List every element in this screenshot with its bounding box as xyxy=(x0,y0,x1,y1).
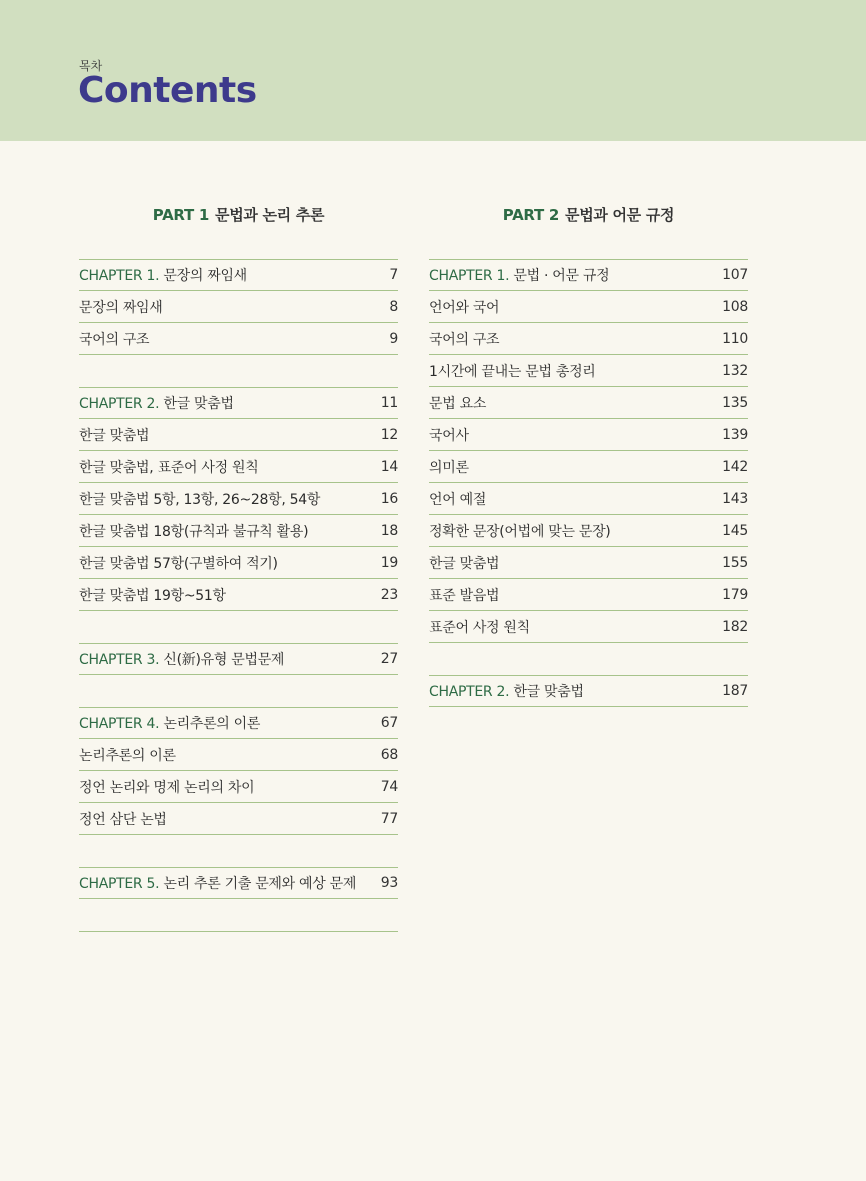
toc-entry-row[interactable] xyxy=(79,483,398,515)
toc-entry-row[interactable] xyxy=(429,387,748,419)
toc-title: 표준 발음법 xyxy=(429,587,500,604)
part1-number: PART 1 xyxy=(152,206,209,224)
toc-chapter-row[interactable] xyxy=(79,707,398,739)
toc-page-number: 7 xyxy=(389,267,398,283)
toc-page-number: 12 xyxy=(380,426,398,443)
toc-page-number: 19 xyxy=(380,554,398,571)
toc-entry-row[interactable] xyxy=(79,419,398,451)
toc-page-number: 23 xyxy=(380,586,398,603)
toc-entry-row[interactable] xyxy=(79,291,398,323)
toc-title: 정언 논리와 명제 논리의 차이 xyxy=(79,779,255,796)
toc-entry-label xyxy=(79,457,258,477)
toc-page-number: 74 xyxy=(380,778,398,795)
toc-entry-label xyxy=(429,297,499,317)
toc-entry-label xyxy=(79,585,226,605)
part2-heading xyxy=(429,204,748,225)
chapter-number: CHAPTER 5. xyxy=(79,876,164,892)
toc-entry-label xyxy=(79,265,247,285)
toc-title: 국어의 구조 xyxy=(429,331,500,348)
toc-title: 한글 맞춤법 xyxy=(513,684,584,700)
toc-title: 1시간에 끝내는 문법 총정리 xyxy=(429,363,596,380)
toc-entry-label xyxy=(429,265,609,285)
part2-title: 문법과 어문 규정 xyxy=(565,206,675,224)
part1-title: 문법과 논리 추론 xyxy=(215,206,325,224)
toc-page-number: 11 xyxy=(380,395,398,411)
chapter-number: CHAPTER 1. xyxy=(79,268,164,284)
toc-entry-row[interactable] xyxy=(429,483,748,515)
toc-chapter-row[interactable] xyxy=(79,643,398,675)
toc-chapter-row[interactable] xyxy=(79,387,398,419)
toc-entry-row[interactable] xyxy=(429,355,748,387)
toc-entry-label xyxy=(429,553,499,573)
section-end-rule xyxy=(79,931,398,932)
toc-entry-label xyxy=(429,585,499,605)
toc-entry-label xyxy=(79,393,234,413)
toc-entry-label xyxy=(429,617,530,637)
toc-title: 한글 맞춤법 19항~51항 xyxy=(79,587,226,604)
toc-title: 정언 삼단 논법 xyxy=(79,811,167,828)
toc-chapter-row[interactable] xyxy=(429,675,748,707)
chapter-number: CHAPTER 2. xyxy=(429,684,514,700)
toc-title: 한글 맞춤법 xyxy=(79,427,150,444)
toc-page-number: 107 xyxy=(722,267,748,283)
toc-page-number: 93 xyxy=(380,875,398,891)
toc-page-number: 110 xyxy=(722,330,748,347)
toc-entry-label xyxy=(79,329,149,349)
toc-page-number: 182 xyxy=(722,618,748,635)
toc-entry-label xyxy=(79,809,167,829)
chapter-number: CHAPTER 4. xyxy=(79,716,164,732)
toc-chapter-row[interactable] xyxy=(429,259,748,291)
toc-title: 국어의 구조 xyxy=(79,331,150,348)
toc-page-number: 155 xyxy=(722,554,748,571)
toc-page-number: 139 xyxy=(722,426,748,443)
toc-entry-label xyxy=(429,489,486,509)
toc-title: 문법 · 어문 규정 xyxy=(513,268,610,284)
toc-entry-row[interactable] xyxy=(79,739,398,771)
toc-page-number: 179 xyxy=(722,586,748,603)
toc-title: 신(新)유형 문법문제 xyxy=(163,652,285,668)
page-title: Contents xyxy=(78,70,257,111)
toc-title: 문법 요소 xyxy=(429,395,487,412)
toc-entry-label xyxy=(429,329,499,349)
toc-title: 국어사 xyxy=(429,427,469,444)
toc-page-number: 9 xyxy=(389,330,398,347)
chapter-number: CHAPTER 3. xyxy=(79,652,164,668)
toc-page-number: 77 xyxy=(380,810,398,827)
toc-page-number: 108 xyxy=(722,298,748,315)
toc-chapter-row[interactable] xyxy=(79,867,398,899)
toc-chapter-row[interactable] xyxy=(79,259,398,291)
toc-entry-label xyxy=(79,297,163,317)
toc-page-number: 135 xyxy=(722,394,748,411)
toc-page-number: 142 xyxy=(722,458,748,475)
toc-title: 문장의 짜임새 xyxy=(79,299,163,316)
chapter-number: CHAPTER 2. xyxy=(79,396,164,412)
toc-title: 논리 추론 기출 문제와 예상 문제 xyxy=(163,876,357,892)
toc-page-number: 18 xyxy=(380,522,398,539)
toc-entry-label xyxy=(429,457,469,477)
toc-entry-row[interactable] xyxy=(79,515,398,547)
toc-title: 문장의 짜임새 xyxy=(163,268,247,284)
toc-entry-label xyxy=(429,393,486,413)
toc-page-number: 27 xyxy=(380,651,398,667)
toc-entry-row[interactable] xyxy=(429,323,748,355)
chapter-number: CHAPTER 1. xyxy=(429,268,514,284)
toc-entry-label xyxy=(79,713,260,733)
toc-entry-label xyxy=(429,425,469,445)
toc-entry-row[interactable] xyxy=(429,419,748,451)
toc-title: 논리추론의 이론 xyxy=(163,716,261,732)
part2-number: PART 2 xyxy=(502,206,559,224)
toc-entry-label xyxy=(79,745,176,765)
toc-entry-label xyxy=(79,873,356,893)
header-band xyxy=(0,0,866,141)
toc-page-number: 8 xyxy=(389,298,398,315)
toc-title: 한글 맞춤법, 표준어 사정 원칙 xyxy=(79,459,259,476)
toc-entry-row[interactable] xyxy=(429,579,748,611)
toc-entry-label xyxy=(79,489,320,509)
toc-title: 한글 맞춤법 5항, 13항, 26~28항, 54항 xyxy=(79,491,321,508)
toc-page-number: 14 xyxy=(380,458,398,475)
header-subtitle: 목차 xyxy=(79,59,103,73)
toc-entry-row[interactable] xyxy=(79,451,398,483)
part1-heading xyxy=(79,204,398,225)
toc-title: 정확한 문장(어법에 맞는 문장) xyxy=(429,523,611,540)
toc-entry-row[interactable] xyxy=(79,323,398,355)
toc-entry-label xyxy=(79,425,149,445)
toc-title: 한글 맞춤법 xyxy=(429,555,500,572)
toc-page-number: 67 xyxy=(380,715,398,731)
toc-title: 언어와 국어 xyxy=(429,299,500,316)
toc-entry-label xyxy=(429,681,584,701)
toc-entry-row[interactable] xyxy=(429,515,748,547)
toc-entry-row[interactable] xyxy=(79,771,398,803)
toc-entry-label xyxy=(429,361,596,381)
toc-entry-label xyxy=(79,777,254,797)
toc-entry-row[interactable] xyxy=(79,547,398,579)
toc-page-number: 68 xyxy=(380,746,398,763)
toc-page-number: 143 xyxy=(722,490,748,507)
toc-page-number: 16 xyxy=(380,490,398,507)
toc-entry-row[interactable] xyxy=(429,611,748,643)
toc-title: 언어 예절 xyxy=(429,491,487,508)
toc-title: 한글 맞춤법 57항(구별하여 적기) xyxy=(79,555,278,572)
toc-title: 한글 맞춤법 xyxy=(163,396,234,412)
toc-entry-label xyxy=(79,553,278,573)
toc-entry-row[interactable] xyxy=(79,579,398,611)
toc-entry-row[interactable] xyxy=(429,451,748,483)
toc-title: 논리추론의 이론 xyxy=(79,747,176,764)
toc-entry-label xyxy=(79,521,308,541)
toc-entry-row[interactable] xyxy=(429,291,748,323)
toc-page-number: 187 xyxy=(722,683,748,699)
toc-title: 한글 맞춤법 18항(규칙과 불규칙 활용) xyxy=(79,523,309,540)
toc-entry-row[interactable] xyxy=(429,547,748,579)
toc-entry-label xyxy=(79,649,284,669)
toc-entry-label xyxy=(429,521,610,541)
toc-page-number: 132 xyxy=(722,362,748,379)
toc-title: 의미론 xyxy=(429,459,469,476)
toc-entry-row[interactable] xyxy=(79,803,398,835)
toc-title: 표준어 사정 원칙 xyxy=(429,619,530,636)
toc-page-number: 145 xyxy=(722,522,748,539)
